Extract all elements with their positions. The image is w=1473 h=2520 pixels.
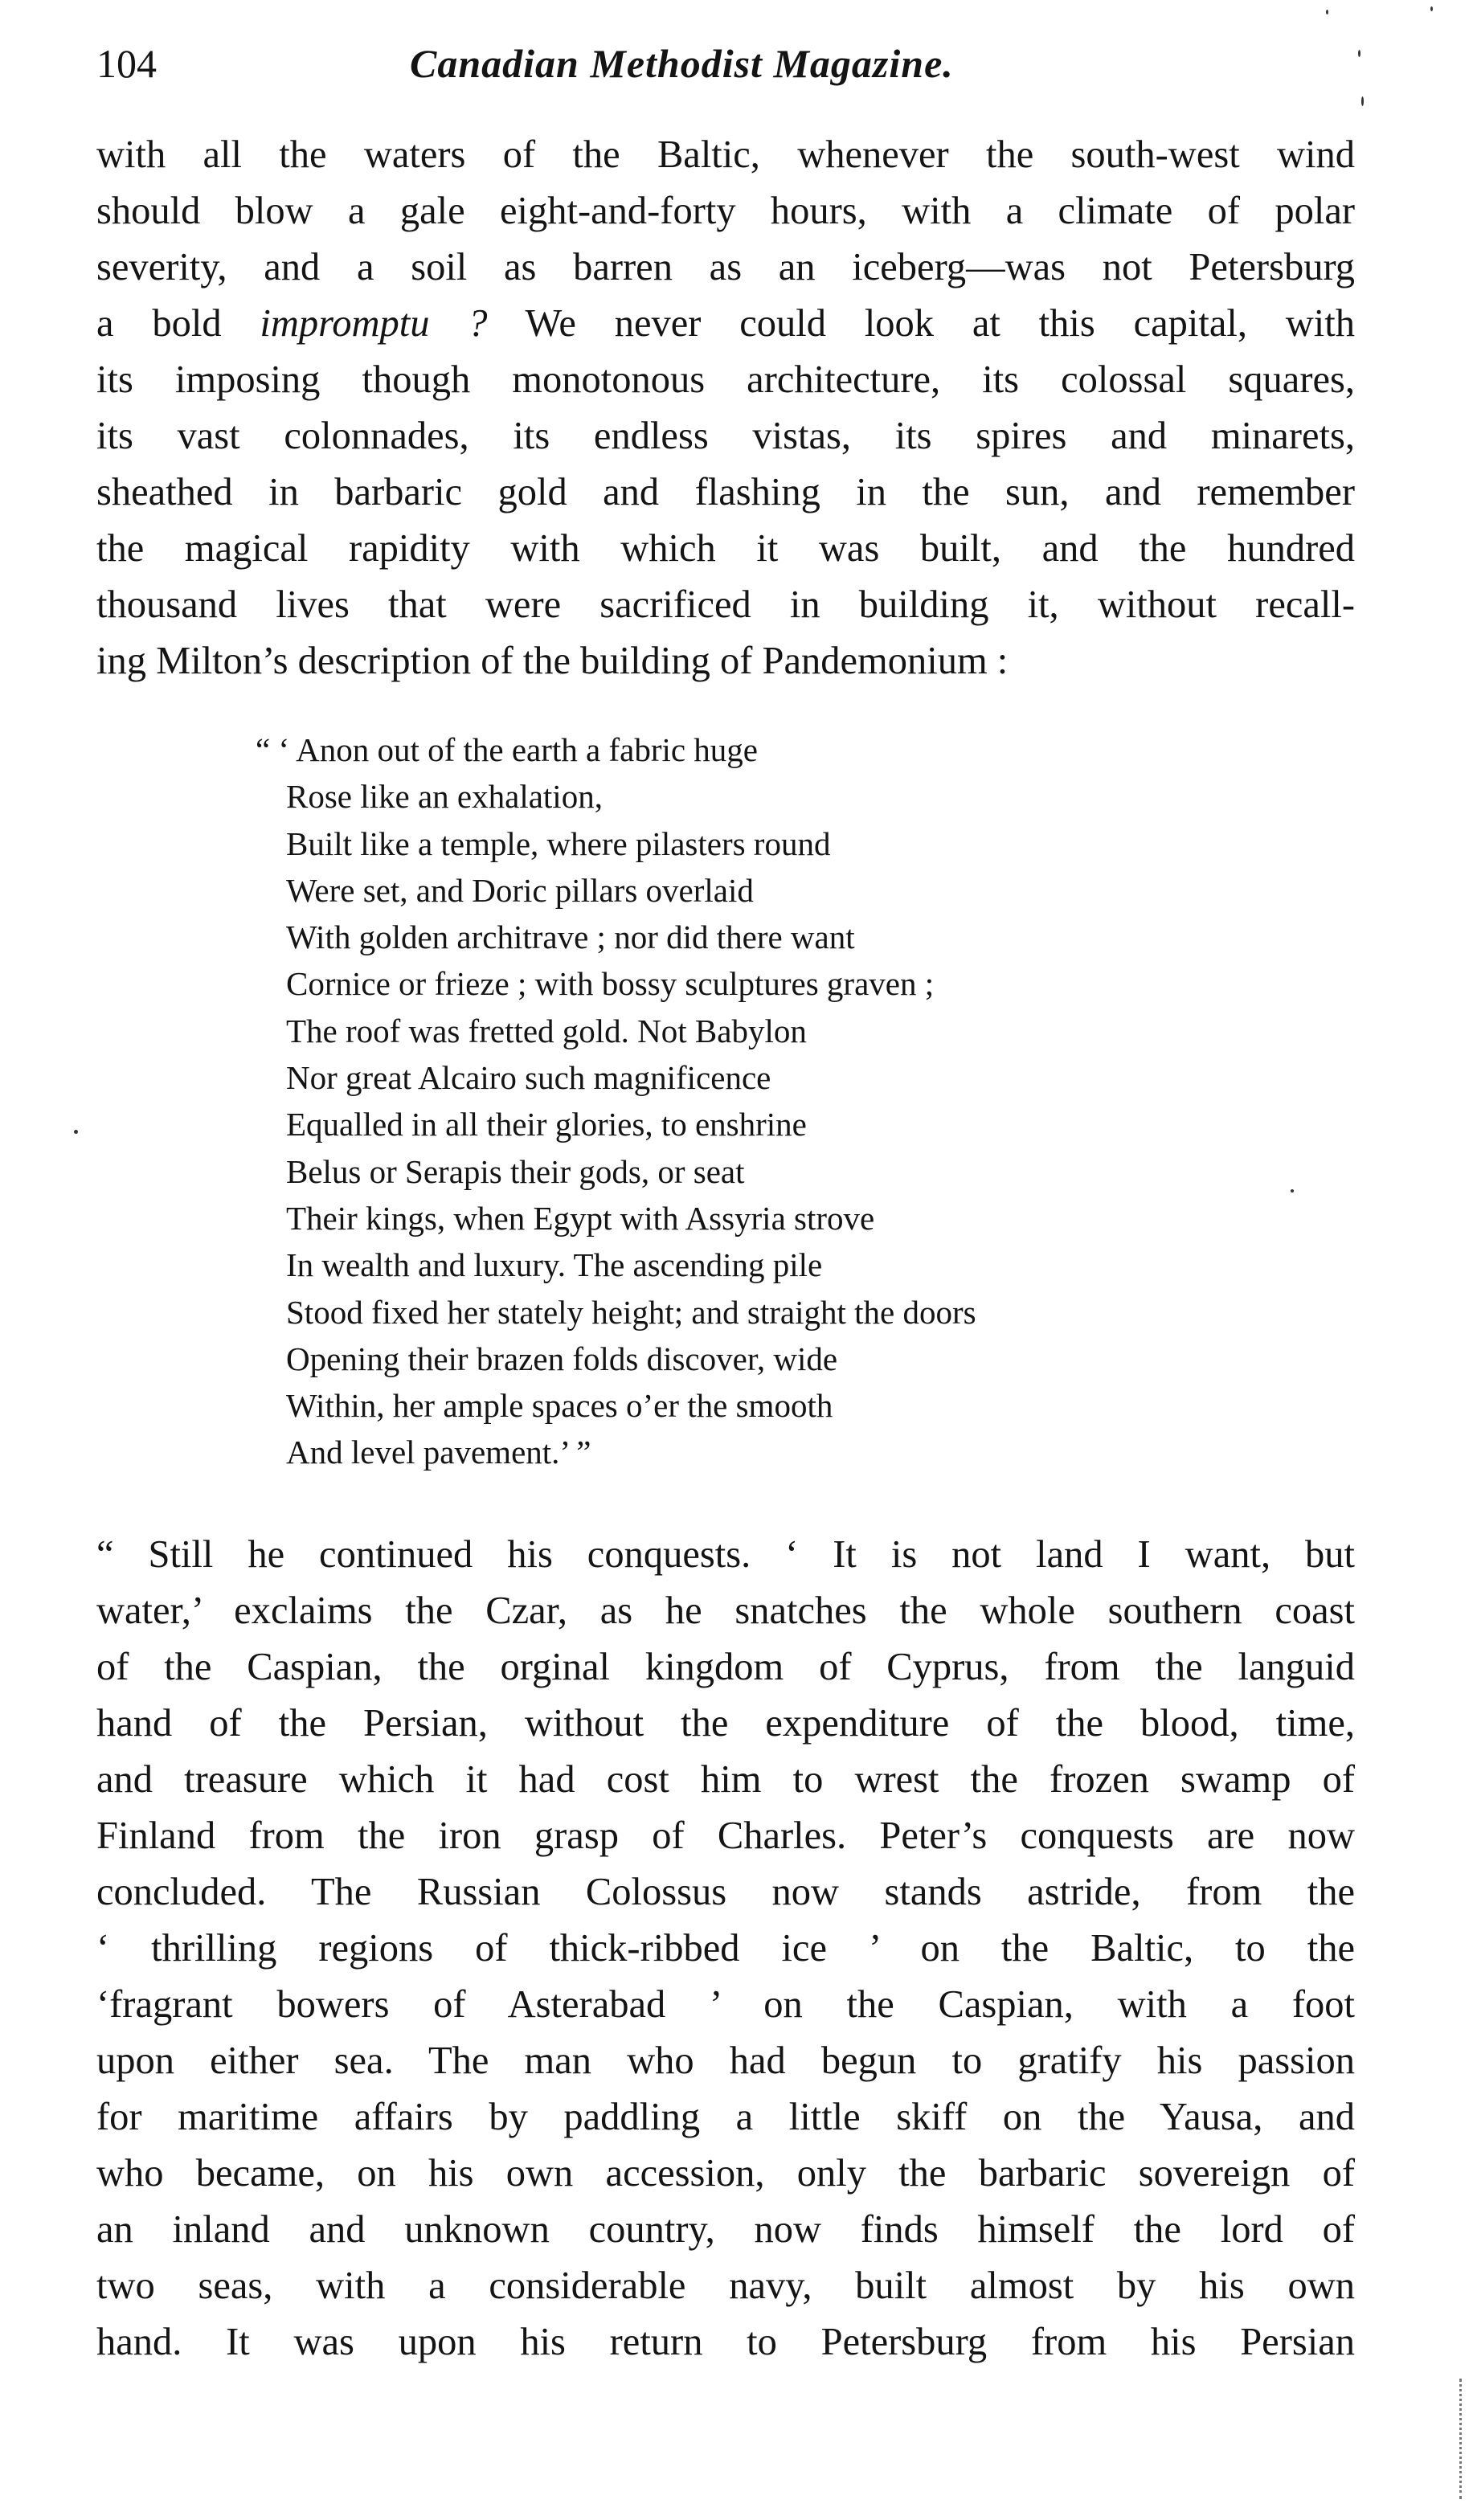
verse-line: Belus or Serapis their gods, or seat (286, 1152, 745, 1190)
verse-quotation (256, 726, 976, 1476)
verse-line: Opening their brazen folds discover, wide (286, 1340, 838, 1377)
paragraph-2-line: hand. It was upon his return to Petersburg from his Persian (96, 2321, 1355, 2363)
paragraph-1 (96, 127, 1355, 689)
scan-speck (1291, 1189, 1294, 1192)
paragraph-1-line: its imposing though monotonous architecture, its colossal squares, (96, 358, 1355, 401)
scan-speck (1326, 10, 1328, 14)
verse-line: Within, her ample spaces o’er the smooth (286, 1387, 833, 1425)
page-edge-marks (1455, 2379, 1462, 2499)
verse-line: With golden architrave ; nor did there want (286, 918, 855, 956)
paragraph-1-line: with all the waters of the Baltic, whenever the south-west wind (96, 133, 1355, 176)
paragraph-2-line: ‘ thrilling regions of thick-ribbed ice ’ on the Baltic, to the (96, 1927, 1355, 1970)
paragraph-2-line: ‘fragrant bowers of Asterabad ’ on the Caspian, with a foot (96, 1983, 1355, 2026)
paragraph-2-line: for maritime affairs by paddling a little skiff on the Yausa, and (96, 2096, 1355, 2138)
paragraph-1-line: thousand lives that were sacrificed in building it, without recall- (96, 583, 1355, 626)
paragraph-2 (96, 1527, 1355, 2371)
paragraph-2-line: and treasure which it had cost him to wrest the frozen swamp of (96, 1758, 1355, 1801)
paragraph-1-line: sheathed in barbaric gold and flashing in the sun, and remember (96, 471, 1355, 513)
verse-line: Cornice or frieze ; with bossy sculptures graven ; (286, 965, 935, 1003)
paragraph-1-line: a bold impromptu ? We never could look at this capital, with (96, 302, 1355, 345)
paragraph-2-line: water,’ exclaims the Czar, as he snatches the whole southern coast (96, 1589, 1355, 1632)
paragraph-2-line: concluded. The Russian Colossus now stands astride, from the (96, 1871, 1355, 1913)
verse-line: Equalled in all their glories, to enshrine (286, 1106, 807, 1143)
paragraph-1-line: its vast colonnades, its endless vistas, its spires and minarets, (96, 415, 1355, 457)
paragraph-2-line: hand of the Persian, without the expenditure of the blood, time, (96, 1702, 1355, 1745)
verse-line: Nor great Alcairo such magnificence (286, 1059, 771, 1097)
paragraph-2-line: of the Caspian, the orginal kingdom of Cyprus, from the languid (96, 1646, 1355, 1688)
verse-line: Were set, and Doric pillars overlaid (286, 871, 754, 909)
scan-speck (1361, 96, 1364, 106)
paragraph-1-line: should blow a gale eight-and-forty hours, with a climate of polar (96, 190, 1355, 232)
verse-line: The roof was fretted gold. Not Babylon (286, 1012, 807, 1049)
paragraph-1-line: severity, and a soil as barren as an iceberg—was not Petersburg (96, 246, 1355, 288)
paragraph-2-line: an inland and unknown country, now finds himself the lord of (96, 2208, 1355, 2251)
scan-speck (1430, 6, 1433, 11)
verse-line: “ ‘ Anon out of the earth a fabric huge (256, 731, 759, 768)
paragraph-1-line: ing Milton’s description of the building of Pandemonium : (96, 640, 1009, 682)
paragraph-2-line: upon either sea. The man who had begun to gratify his passion (96, 2039, 1355, 2082)
running-title: Canadian Methodist Magazine. (410, 41, 954, 86)
paragraph-2-line: “ Still he continued his conquests. ‘ It is not land I want, but (96, 1533, 1355, 1576)
paragraph-2-line: two seas, with a considerable navy, built almost by his own (96, 2264, 1355, 2307)
verse-line: Their kings, when Egypt with Assyria strove (286, 1199, 875, 1237)
scan-speck (74, 1130, 78, 1134)
italic-phrase: impromptu ? (260, 302, 488, 345)
scan-speck (1358, 50, 1360, 57)
paragraph-1-line: the magical rapidity with which it was built, and the hundred (96, 527, 1355, 570)
paragraph-2-line: who became, on his own accession, only the barbaric sovereign of (96, 2152, 1355, 2195)
verse-line: Stood fixed her stately height; and straight the doors (286, 1293, 976, 1331)
verse-line: In wealth and luxury. The ascending pile (286, 1246, 823, 1284)
page-number: 104 (96, 41, 157, 86)
page-header (96, 27, 1355, 100)
verse-line: And level pavement.’ ” (286, 1434, 591, 1471)
verse-line: Built like a temple, where pilasters round (286, 824, 831, 862)
verse-line: Rose like an exhalation, (286, 778, 603, 816)
paragraph-2-line: Finland from the iron grasp of Charles. Peter’s conquests are now (96, 1814, 1355, 1857)
